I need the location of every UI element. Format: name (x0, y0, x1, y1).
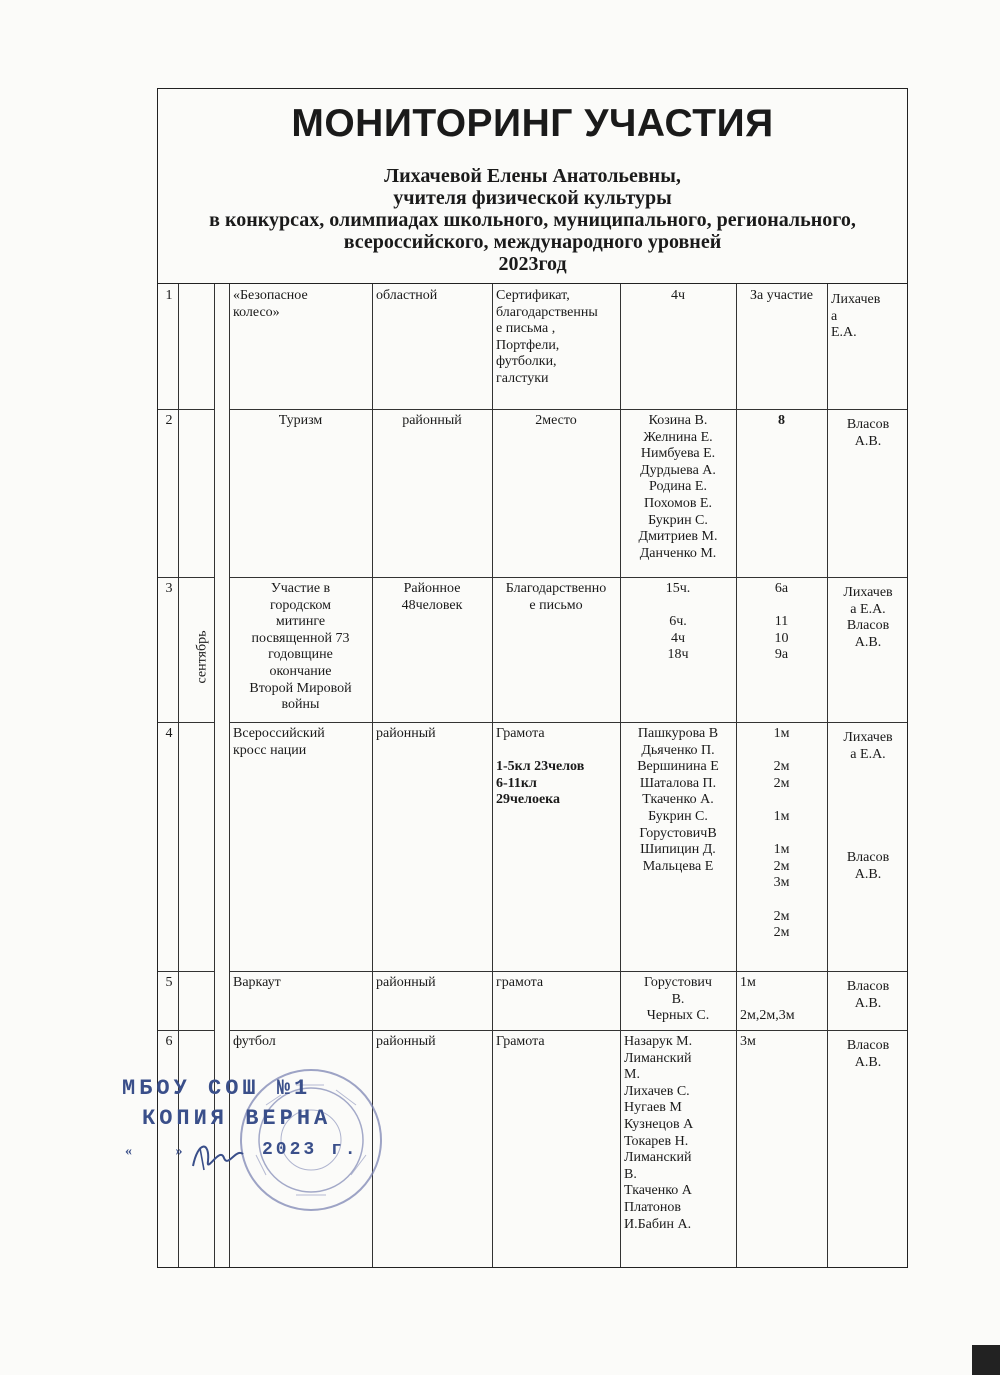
class-place-line: 10 (774, 630, 789, 646)
event-name-line: Второй Мировой (249, 680, 352, 696)
teacher (827, 848, 909, 885)
class-place-line: 2м (773, 759, 790, 775)
event-name-line: «Безопасное (233, 288, 308, 303)
class-place-line: 3м (740, 1034, 756, 1049)
teacher-line: Власов (846, 850, 890, 865)
event-result-line: галстуки (496, 370, 549, 386)
participants-line: Мальцева Е (642, 858, 714, 874)
row-divider (158, 971, 215, 972)
class-place (736, 973, 827, 1027)
event-level-line: районный (376, 1034, 436, 1049)
event-name-line: окончание (269, 663, 332, 679)
contests-line-1: в конкурсах, олимпиадах школьного, муниципального, регионального, (209, 209, 856, 231)
participants-line: 6ч. (669, 614, 687, 630)
result-detail: 29челоека (496, 792, 561, 808)
stamp-line-1: МБОУ СОШ №1 (122, 1076, 312, 1101)
spacer (496, 743, 616, 760)
participants-line: Нимбуева Е. (640, 446, 716, 462)
class-place (736, 286, 827, 307)
teacher-line: А.В. (854, 866, 882, 882)
participants (620, 411, 736, 564)
event-name-line: посвященной 73 (251, 630, 350, 646)
teacher-position: учителя физической культуры (393, 187, 672, 209)
class-place-line (740, 892, 823, 909)
participants-line: И.Бабин А. (624, 1216, 692, 1232)
teacher-line: а Е.А. (850, 601, 886, 617)
event-name-line: футбол (233, 1034, 276, 1049)
participants-line: Пашкурова В (637, 726, 719, 741)
event-name (229, 724, 372, 761)
event-name (229, 286, 372, 323)
participants-line: Черных С. (646, 1008, 710, 1024)
participants-line: Лихачев С. (624, 1083, 690, 1099)
teacher-line: Власов (846, 979, 890, 994)
row-number (158, 286, 180, 307)
scan-edge-mark (972, 1345, 1000, 1375)
row-divider (229, 722, 907, 723)
teacher-line: А.В. (854, 1054, 882, 1070)
participants-line: Букрин С. (648, 512, 708, 528)
teacher-line: Лихачев (843, 585, 893, 600)
stamp-quotes: « » (125, 1144, 203, 1159)
participants (620, 973, 736, 1027)
event-name-line: войны (281, 697, 320, 713)
row-number-line: 5 (165, 975, 173, 990)
event-level-line: районный (376, 726, 436, 741)
event-result (492, 286, 620, 390)
event-name-line: Варкаут (233, 975, 281, 990)
event-name-line: городском (269, 597, 331, 613)
row-divider (158, 722, 215, 723)
participants-line: Шипицин Д. (640, 842, 716, 858)
row-number-line: 2 (165, 413, 173, 428)
participants-line: Назарук М. (624, 1034, 693, 1049)
class-place-line (740, 743, 823, 760)
class-place-line: 1м (773, 842, 790, 858)
event-name-line: кросс нации (233, 742, 307, 758)
event-result-line: 2место (535, 413, 577, 428)
participants-line: В. (624, 1166, 637, 1182)
class-place-line: 2м,2м,3м (740, 1008, 795, 1024)
class-place (736, 579, 827, 666)
event-result (492, 973, 620, 994)
event-result-line: грамота (496, 975, 544, 990)
stamp-year: 2023 г. (262, 1140, 359, 1160)
event-level (372, 286, 492, 307)
class-place-line: 8 (778, 413, 785, 428)
class-place-line: 3м (773, 875, 790, 891)
event-result (492, 411, 620, 432)
teacher-line: Лихачев (831, 292, 881, 307)
participants-line: Родина Е. (649, 479, 707, 495)
participants-line: Желнина Е. (643, 429, 713, 445)
participants-line: В. (671, 991, 685, 1007)
participants-line: Горустович (644, 975, 712, 990)
event-result-line: Грамота (496, 1034, 545, 1049)
row-number (158, 1032, 180, 1053)
participants-line: Букрин С. (648, 808, 708, 824)
teacher (827, 583, 909, 653)
participants-line: Ткаченко А (624, 1183, 692, 1199)
row-number (158, 411, 180, 432)
participants-line: 4ч (670, 630, 686, 646)
class-place-line: 1м (740, 975, 756, 990)
row-number-line: 6 (165, 1034, 173, 1049)
event-name (229, 579, 372, 716)
stamp-line-2: КОПИЯ ВЕРНА (142, 1106, 332, 1131)
contests-line-2: всероссийского, международного уровней (343, 231, 722, 253)
class-place-line (740, 598, 823, 615)
event-result-line: Грамота (496, 726, 545, 741)
teacher-line: Лихачев (843, 730, 893, 745)
row-divider (229, 577, 907, 578)
class-place-line: 6а (774, 581, 789, 596)
event-level-line: 48человек (401, 597, 463, 613)
participants-line: Лиманский (624, 1150, 692, 1166)
participants-line: Вершинина Е (637, 759, 719, 775)
document-year: 2023год (498, 253, 567, 275)
event-name-line: годовщине (268, 647, 333, 663)
teacher (827, 977, 909, 1014)
event-name (229, 411, 372, 432)
participants-line: М. (624, 1067, 640, 1083)
participants-line: Похомов Е. (644, 495, 712, 511)
teacher-line: Е.А. (831, 325, 857, 341)
event-result-line: е письмо (529, 597, 583, 613)
row-number (158, 973, 180, 994)
row-divider (229, 971, 907, 972)
teacher-line: Власов (846, 618, 890, 634)
class-place-line: 2м (773, 925, 790, 941)
participants-line: 4ч (670, 288, 686, 303)
event-result-line: Благодарственно (505, 581, 607, 596)
event-name-line: Участие в (270, 581, 331, 596)
participants-line (624, 598, 732, 615)
stamp-text (122, 1074, 331, 1134)
event-result-line: благодарственны (496, 304, 598, 320)
event-result (492, 579, 620, 616)
teacher-line: Власов (846, 417, 890, 432)
class-place-line: 11 (774, 614, 789, 630)
event-result-line: Сертификат, (496, 288, 570, 303)
participants-line: Дмитриев М. (638, 529, 718, 545)
document-title: МОНИТОРИНГ УЧАСТИЯ (291, 102, 774, 145)
participants-line: Нугаев М (624, 1100, 682, 1116)
result-detail: 1-5кл 23челов (496, 759, 585, 775)
teacher-line: а (831, 308, 838, 324)
class-place (736, 1032, 827, 1053)
participants-line: Дьяченко П. (641, 742, 715, 758)
class-place-line: 1м (773, 726, 790, 741)
participants (620, 579, 736, 666)
result-detail: 6-11кл (496, 775, 537, 791)
class-place-line (740, 992, 823, 1009)
participants-line: Данченко М. (639, 545, 717, 561)
participants (620, 286, 736, 307)
participants (620, 724, 736, 877)
document-header (158, 89, 907, 284)
event-name (229, 1032, 372, 1053)
participants-line: Платонов (624, 1199, 681, 1215)
teacher-line: а Е.А. (850, 746, 886, 762)
participants-line: Лиманский (624, 1050, 692, 1066)
event-level-line: районный (376, 975, 436, 990)
class-place-line: 1м (773, 808, 790, 824)
row-divider (158, 577, 215, 578)
class-place-line (740, 826, 823, 843)
participants-line: Токарев Н. (624, 1133, 689, 1149)
event-result-line: Портфели, (496, 337, 560, 353)
teacher-line: А.В. (854, 995, 882, 1011)
participants (620, 1032, 736, 1235)
month-label: сентябрь (194, 630, 210, 684)
row-divider (229, 1030, 907, 1031)
participants-line: ГорустовичВ (639, 825, 717, 841)
event-result (492, 1032, 620, 1053)
event-level (372, 411, 492, 432)
participants-line: 15ч. (665, 581, 691, 596)
event-level (372, 579, 492, 616)
teacher-line: А.В. (854, 433, 882, 449)
class-place-line: 2м (773, 858, 790, 874)
class-place (736, 411, 827, 432)
participants-line: Ткаченко А. (642, 792, 714, 808)
row-number (158, 579, 180, 600)
event-name-line: Туризм (278, 413, 323, 428)
teacher-name: Лихачевой Елены Анатольевны, (384, 165, 681, 187)
class-place-line: За участие (749, 288, 814, 303)
teacher-line: Власов (846, 1038, 890, 1053)
row-divider (158, 409, 215, 410)
row-number-line: 3 (165, 581, 173, 596)
teacher (827, 728, 909, 765)
class-place-line: 9а (774, 647, 789, 663)
class-place-line: 2м (773, 908, 790, 924)
teacher (827, 1036, 909, 1073)
event-result (492, 724, 620, 811)
event-level-line: Районное (403, 581, 461, 596)
participants-line: Дурдыева А. (640, 462, 716, 478)
participants-line: Кузнецов А (624, 1116, 694, 1132)
event-level (372, 1032, 492, 1053)
event-level-line: районный (402, 413, 462, 428)
class-place-line: 2м (773, 775, 790, 791)
event-result-line: е письма , (496, 321, 556, 337)
class-place-line (740, 792, 823, 809)
event-name (229, 973, 372, 994)
event-name-line: Всероссийский (233, 726, 325, 741)
row-number-line: 1 (165, 288, 173, 303)
participants-line: Шаталова П. (639, 775, 717, 791)
event-result-line: футболки, (496, 354, 557, 370)
row-divider (229, 409, 907, 410)
teacher (827, 290, 909, 344)
teacher (827, 415, 909, 452)
row-divider (158, 1030, 215, 1031)
teacher-line: А.В. (854, 634, 882, 650)
event-level (372, 973, 492, 994)
event-name-line: митинге (275, 614, 326, 630)
class-place (736, 724, 827, 944)
participants-line: Козина В. (648, 413, 708, 428)
event-name-line: колесо» (233, 304, 280, 320)
event-level (372, 724, 492, 745)
row-number (158, 724, 180, 745)
participants-line: 18ч (667, 647, 689, 663)
row-number-line: 4 (165, 726, 173, 741)
event-level-line: областной (376, 288, 438, 303)
